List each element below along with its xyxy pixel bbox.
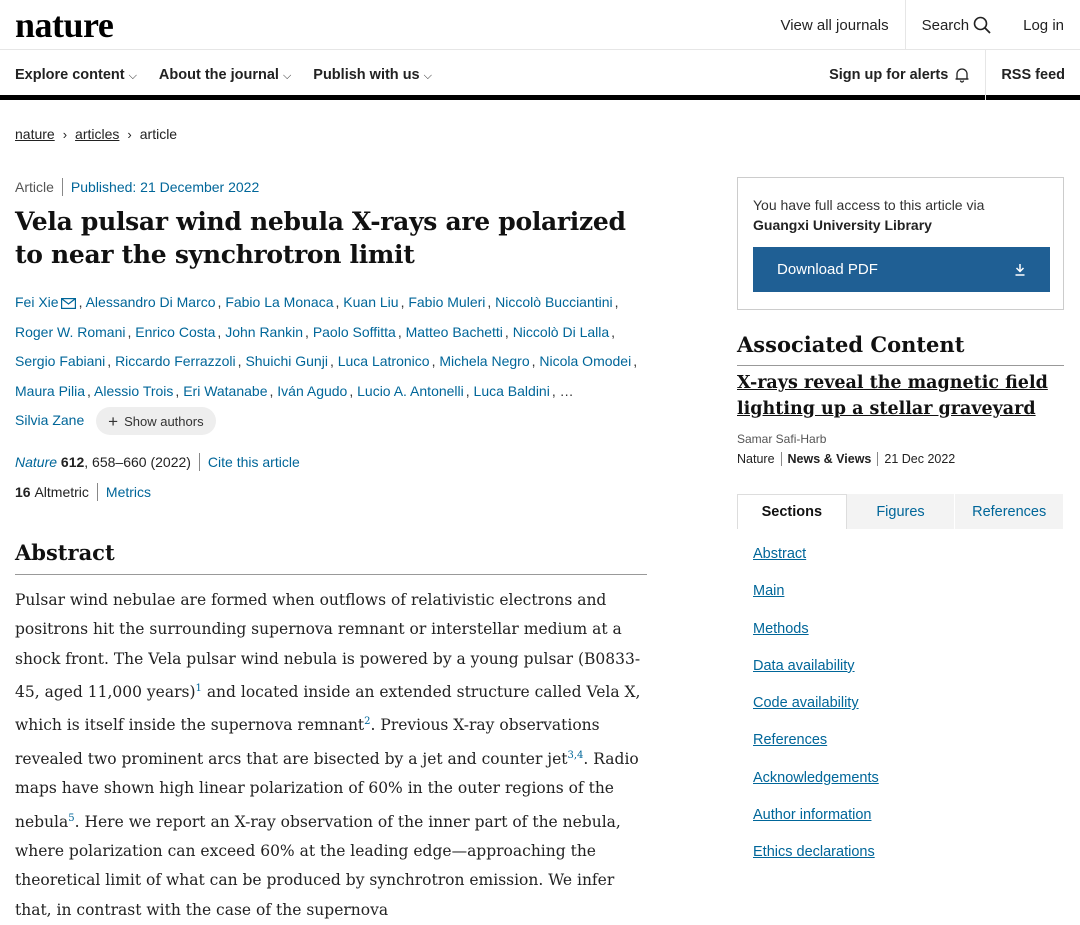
abstract-part: Pulsar wind nebulae are formed when outflows of relativistic electrons and positrons hit the surrounding supernova remnant or interstellar medium at a shock front. The Vela pulsar wind nebula is powered by a young pulsar (B0833-45, aged 11,000 years) [15,591,641,702]
breadcrumb-articles[interactable]: articles [75,126,120,142]
signup-label: Sign up for alerts [829,67,949,83]
author-link[interactable]: Fabio La Monaca [225,294,334,310]
divider [62,178,63,196]
author-link[interactable]: Silvia Zane [15,412,85,428]
login-link[interactable]: Log in [1023,16,1064,34]
author-link[interactable]: Kuan Liu [343,294,399,310]
altmetric-label: Altmetric [34,484,89,500]
author-link[interactable]: Luca Latronico [337,353,430,369]
institution-name: Guangxi University Library [753,217,932,233]
published-date-link[interactable]: Published: 21 December 2022 [70,179,260,195]
breadcrumb-nature[interactable]: nature [15,126,55,142]
author-link[interactable]: Niccolò Di Lalla [512,323,610,340]
author-link[interactable]: Iván Agudo [277,382,348,399]
reference-link[interactable]: 5 [68,812,75,824]
access-box [737,177,1064,310]
chevron-right-icon: › [127,126,132,142]
chevron-right-icon: › [62,126,68,142]
altmetric-line [15,483,151,501]
download-pdf-button[interactable] [753,247,1050,292]
author-ellipsis: … [559,382,574,399]
author-link[interactable]: Enrico Costa [135,323,216,340]
divider [97,483,98,501]
reference-link[interactable]: 2 [364,716,371,728]
explore-label: Explore content [15,67,125,83]
section-link-ethics[interactable]: Ethics declarations [753,844,875,861]
associated-article-link[interactable]: X-rays reveal the magnetic field lighting up a stellar graveyard [737,373,1048,419]
tab-references[interactable]: References [955,494,1064,529]
explore-content-menu[interactable] [15,67,137,83]
main-nav [0,50,1080,100]
altmetric-count: 16 [15,484,31,500]
tab-sections[interactable]: Sections [737,494,847,529]
abstract-part: . Previous X-ray observations revealed two prominent arcs that are bisected by a jet and counter jet [15,716,600,768]
nature-logo[interactable]: nature [15,5,114,45]
metrics-link[interactable]: Metrics [105,484,152,500]
section-link-author-information[interactable]: Author information [753,807,872,824]
section-link-acknowledgements[interactable]: Acknowledgements [753,769,879,786]
reference-link[interactable]: 3,4 [567,749,584,761]
author-link[interactable]: Maura Pilia [15,382,86,399]
author-link[interactable]: Riccardo Ferrazzoli [115,353,236,369]
abstract-part: and located inside an extended structure called Vela X, which is itself inside the supernova remnant [15,683,641,735]
article-meta [15,178,259,196]
about-journal-menu[interactable] [159,67,291,83]
section-link-references[interactable]: References [753,732,828,749]
search-label: Search [921,16,970,34]
article-type: Article [15,179,54,195]
download-icon [1014,263,1026,276]
section-link-code-availability[interactable]: Code availability [753,695,859,712]
author-link[interactable]: Fei Xie [15,294,59,310]
section-link-abstract[interactable]: Abstract [753,546,807,562]
show-authors-button[interactable] [96,407,215,435]
associated-type: News & Views [787,452,872,466]
author-link[interactable]: Niccolò Bucciantini [495,294,613,310]
section-link-methods[interactable]: Methods [753,620,809,637]
author-link[interactable]: Shuichi Gunji [245,353,328,369]
divider [877,452,878,466]
publish-menu[interactable] [313,67,432,83]
search-button[interactable] [905,0,1008,50]
view-all-journals-link[interactable]: View all journals [780,16,889,34]
chevron-down-icon: ⌵ [128,70,137,82]
pages: , 658–660 (2022) [84,454,191,470]
author-link[interactable]: Roger W. Romani [15,323,126,340]
author-link[interactable]: Luca Baldini [473,382,550,399]
section-link-main[interactable]: Main [753,583,785,600]
sections-list [753,546,879,882]
author-link[interactable]: Michela Negro [439,353,530,369]
section-link-data-availability[interactable]: Data availability [753,657,855,674]
reference-link[interactable]: 1 [195,682,202,694]
chevron-down-icon: ⌵ [282,70,292,82]
author-link[interactable]: Paolo Soffitta [312,323,396,340]
author-link[interactable]: Alessio Trois [94,382,174,399]
divider [781,452,782,466]
journal-link[interactable]: Nature [15,454,58,470]
access-text [753,195,984,235]
divider [199,453,200,471]
abstract-heading: Abstract [15,540,647,575]
bell-icon [954,67,970,83]
abstract-part: . Radio maps have shown high linear polarization of 60% in the outer regions of the nebula [15,749,639,831]
author-list: Fei Xie , Alessandro Di Marco , Fabio La Monaca , Kuan Liu , Fabio Muleri , Niccolò Bucciantini , Roger W. Romani , Enrico Costa , John Rankin , Paolo Soffitta , Matteo Bachetti , Niccolò Di Lalla , Sergio Fabiani , Riccardo Ferrazzoli , Shuichi Gunji , Luca Latronico , Michela Negro , Nicola Omodei , Maura Pilia , Alessio Trois , Eri Watanabe , Iván Agudo , Lucio A. Antonelli , Luca Baldini , … Silvia Zane + Show authors [15,288,655,436]
about-label: About the journal [158,67,279,83]
author-link[interactable]: Eri Watanabe [183,382,268,399]
rss-feed-link[interactable]: RSS feed [985,50,1080,100]
signup-alerts-button[interactable] [814,50,985,100]
abstract-text [15,586,655,925]
top-links [764,0,1080,50]
publish-label: Publish with us [313,67,420,83]
author-link[interactable]: Sergio Fabiani [15,353,106,369]
abstract-part: . Here we report an X-ray observation of the inner part of the nebula, where polarization can exceed 60% at the leading edge—approaching the theoretical limit of what can be produced by synchrotron emission. We infer that, in contrast with the case of the supernova [15,812,621,919]
breadcrumb-current: article [139,126,178,142]
author-link[interactable]: Matteo Bachetti [405,323,503,340]
tab-figures[interactable]: Figures [847,494,956,529]
author-link[interactable]: Alessandro Di Marco [85,294,216,310]
sidebar-tabs [737,494,1064,529]
associated-author: Samar Safi-Harb [737,432,827,446]
mail-icon[interactable] [61,298,76,309]
chevron-down-icon: ⌵ [423,70,432,82]
author-link[interactable]: Nicola Omodei [539,353,632,369]
author-link[interactable]: Lucio A. Antonelli [357,382,464,399]
plus-icon: + [108,411,119,431]
top-header [0,0,1080,50]
associated-content-heading: Associated Content [737,332,1064,366]
author-link[interactable]: Fabio Muleri [408,294,486,310]
citation-line [15,453,300,471]
search-icon [973,16,991,34]
article-title: Vela pulsar wind nebula X-rays are polarized to near the synchrotron limit [15,207,626,269]
volume: 612 [60,454,85,470]
associated-meta [737,452,955,466]
show-authors-label: Show authors [124,413,204,429]
associated-journal: Nature [737,452,775,466]
associated-date: 21 Dec 2022 [884,452,956,466]
author-link[interactable]: John Rankin [225,323,304,340]
cite-article-link[interactable]: Cite this article [207,454,300,470]
access-line: You have full access to this article via [753,197,985,213]
download-label: Download PDF [777,261,878,278]
breadcrumb [15,126,177,142]
